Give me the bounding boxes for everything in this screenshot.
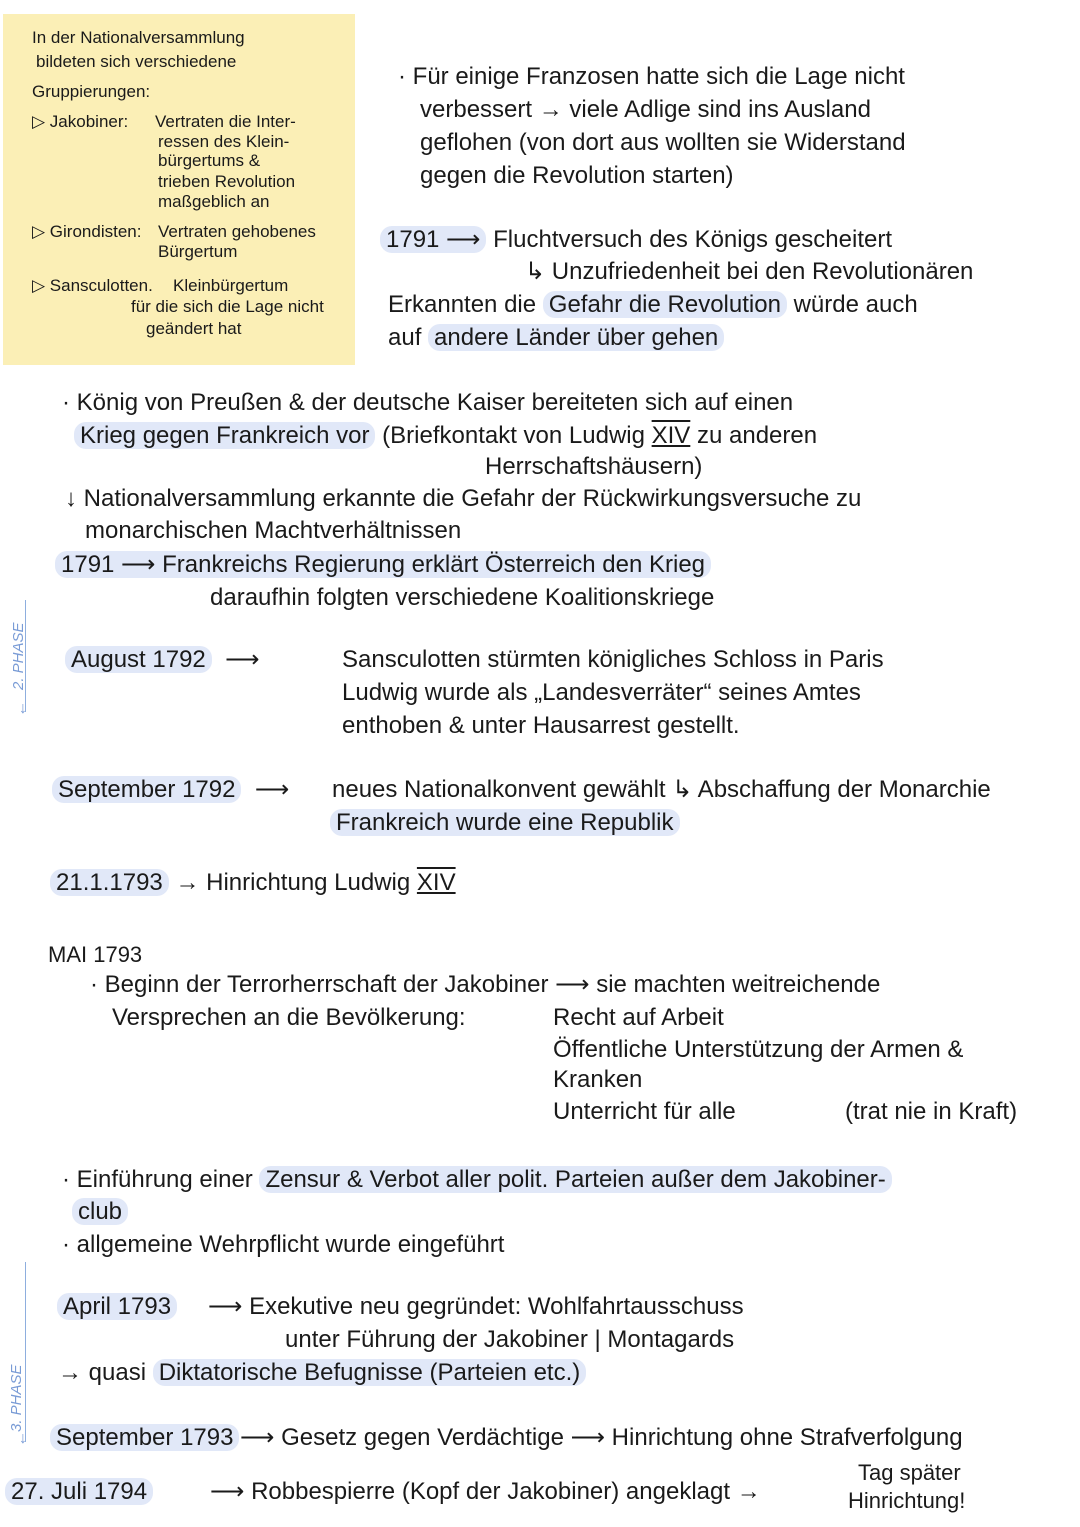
phase-2-label: 2. PHASE: [10, 622, 27, 690]
text-line: [58, 1358, 586, 1388]
date-highlight: September 1792: [52, 776, 241, 803]
text: auf: [388, 324, 429, 351]
date-highlight: 27. Juli 1794: [5, 1478, 153, 1505]
text-line: [57, 1292, 177, 1322]
phase-3-line: [25, 1262, 26, 1442]
text-line: ⟶ Gesetz gegen Verdächtige ⟶ Hinrichtung ohne Strafverfolgung: [240, 1424, 963, 1451]
highlight: Zensur & Verbot aller polit. Parteien außer dem Jakobiner-: [259, 1166, 891, 1193]
promise-item: Unterricht für alle: [553, 1098, 736, 1125]
text-line: ↓ Nationalversammlung erkannte die Gefahr der Rückwirkungsversuche zu: [65, 485, 862, 512]
text-line: Sansculotten stürmten königliches Schloss in Paris: [342, 646, 884, 673]
phase-3-label: 3. PHASE: [8, 1364, 25, 1432]
note-line: maßgeblich an: [158, 192, 270, 211]
note-line: Kleinbürgertum: [173, 276, 289, 295]
note-girondisten-label: ▷ Girondisten:: [32, 222, 142, 241]
highlight: club: [72, 1198, 128, 1225]
text-line: geflohen (von dort aus wollten sie Widerstand: [420, 129, 906, 156]
note-line: bürgertums &: [158, 151, 261, 170]
text-line: [72, 1197, 128, 1227]
event-text: Fluchtversuch des Königs gescheitert: [493, 226, 893, 253]
text-line: [62, 1165, 892, 1195]
highlight: Krieg gegen Frankreich vor: [74, 422, 375, 449]
text-line: Herrschaftshäusern): [485, 453, 703, 480]
text-line: (trat nie in Kraft): [845, 1098, 1018, 1125]
text-line: ⟶ Robbespierre (Kopf der Jakobiner) angeklagt →: [210, 1478, 761, 1505]
text: → quasi: [58, 1359, 153, 1386]
text: → Hinrichtung Ludwig: [168, 869, 417, 896]
date-highlight: April 1793: [57, 1293, 177, 1320]
note-line: ressen des Klein-: [158, 132, 290, 151]
text-line: [332, 775, 991, 805]
arrow: ⟶: [225, 646, 260, 673]
text-line: Hinrichtung!: [848, 1488, 966, 1513]
text-line: [5, 1477, 153, 1507]
note-line: geändert hat: [146, 319, 242, 338]
text-line: enthoben & unter Hausarrest gestellt.: [342, 712, 740, 739]
note-line: Bürgertum: [158, 242, 238, 261]
text-line: unter Führung der Jakobiner | Montagards: [285, 1326, 735, 1353]
note-line: In der Nationalversammlung: [32, 28, 245, 47]
arrow: ⟶: [254, 776, 290, 803]
highlight: 1791 ⟶ Frankreichs Regierung erklärt Österreich den Krieg: [55, 551, 711, 578]
note-line: Vertraten die Inter-: [155, 112, 296, 131]
text-line: verbessert → viele Adlige sind ins Ausland: [420, 96, 871, 123]
note-line: Vertraten gehobenes: [158, 222, 316, 241]
highlight: andere Länder über gehen: [428, 324, 724, 351]
text-line: Versprechen an die Bevölkerung:: [112, 1004, 466, 1031]
text-line: [388, 290, 918, 320]
text: Erkannten die: [388, 291, 543, 318]
text-line: [74, 421, 817, 451]
text-line: daraufhin folgten verschiedene Koalitionskriege: [210, 584, 715, 611]
phase-3-arrow-icon: ↓: [19, 1430, 27, 1447]
text-line: ⟶ Exekutive neu gegründet: Wohlfahrtausschuss: [208, 1293, 744, 1320]
text-line: [330, 808, 680, 838]
phase-2-arrow-icon: ↓: [19, 700, 27, 717]
note-line: für die sich die Lage nicht: [131, 297, 324, 316]
note-sansculotten-label: ▷ Sansculotten.: [32, 276, 153, 295]
text: ↳ Abschaffung der Monarchie: [665, 776, 991, 803]
section-heading: MAI 1793: [48, 942, 143, 967]
text-line: [50, 868, 456, 898]
text-line: [50, 1423, 239, 1453]
text-line: ↳ Unzufriedenheit bei den Revolutionären: [525, 258, 974, 285]
text-line: gegen die Revolution starten): [420, 162, 734, 189]
sticky-note: [3, 14, 355, 365]
text-line: [388, 323, 724, 353]
date-highlight: September 1793: [50, 1424, 239, 1451]
text-line: [55, 550, 711, 580]
note-jakobiner-label: ▷ Jakobiner:: [32, 112, 129, 131]
text: neues Nationalkonvent gewählt: [332, 776, 666, 803]
text-line: [380, 225, 892, 255]
text-line: [65, 645, 260, 675]
text-line: · Beginn der Terrorherrschaft der Jakobiner ⟶ sie machten weitreichende: [90, 971, 881, 998]
note-line: bildeten sich verschiedene: [36, 52, 237, 71]
text: · Einführung einer: [62, 1166, 260, 1193]
highlight: Gefahr die Revolution: [543, 291, 787, 318]
date-highlight: 1791 ⟶: [380, 226, 486, 253]
text-line: monarchischen Machtverhältnissen: [85, 517, 462, 544]
promise-item: Öffentliche Unterstützung der Armen &: [553, 1036, 964, 1063]
text: zu anderen: [690, 422, 818, 449]
text-line: Tag später: [858, 1460, 961, 1485]
note-line: Gruppierungen:: [32, 82, 151, 101]
text-line: · König von Preußen & der deutsche Kaiser bereiteten sich auf einen: [62, 389, 794, 416]
roman-numeral: XIV: [651, 422, 691, 449]
highlight: Diktatorische Befugnisse (Parteien etc.): [153, 1359, 587, 1386]
promise-item: Kranken: [553, 1066, 643, 1093]
text-line: · Für einige Franzosen hatte sich die Lage nicht: [398, 63, 905, 90]
text-line: · allgemeine Wehrpflicht wurde eingeführt: [62, 1231, 505, 1258]
text: würde auch: [786, 291, 918, 318]
date-highlight: August 1792: [65, 646, 212, 673]
date-highlight: 21.1.1793: [50, 869, 169, 896]
promise-item: Recht auf Arbeit: [553, 1004, 724, 1031]
note-line: trieben Revolution: [158, 172, 296, 191]
text-line: [52, 775, 289, 805]
highlight: Frankreich wurde eine Republik: [330, 809, 680, 836]
text-line: Ludwig wurde als „Landesverräter“ seines Amtes: [342, 679, 861, 706]
text: (Briefkontakt von Ludwig: [375, 422, 652, 449]
roman-numeral: XIV: [416, 869, 456, 896]
